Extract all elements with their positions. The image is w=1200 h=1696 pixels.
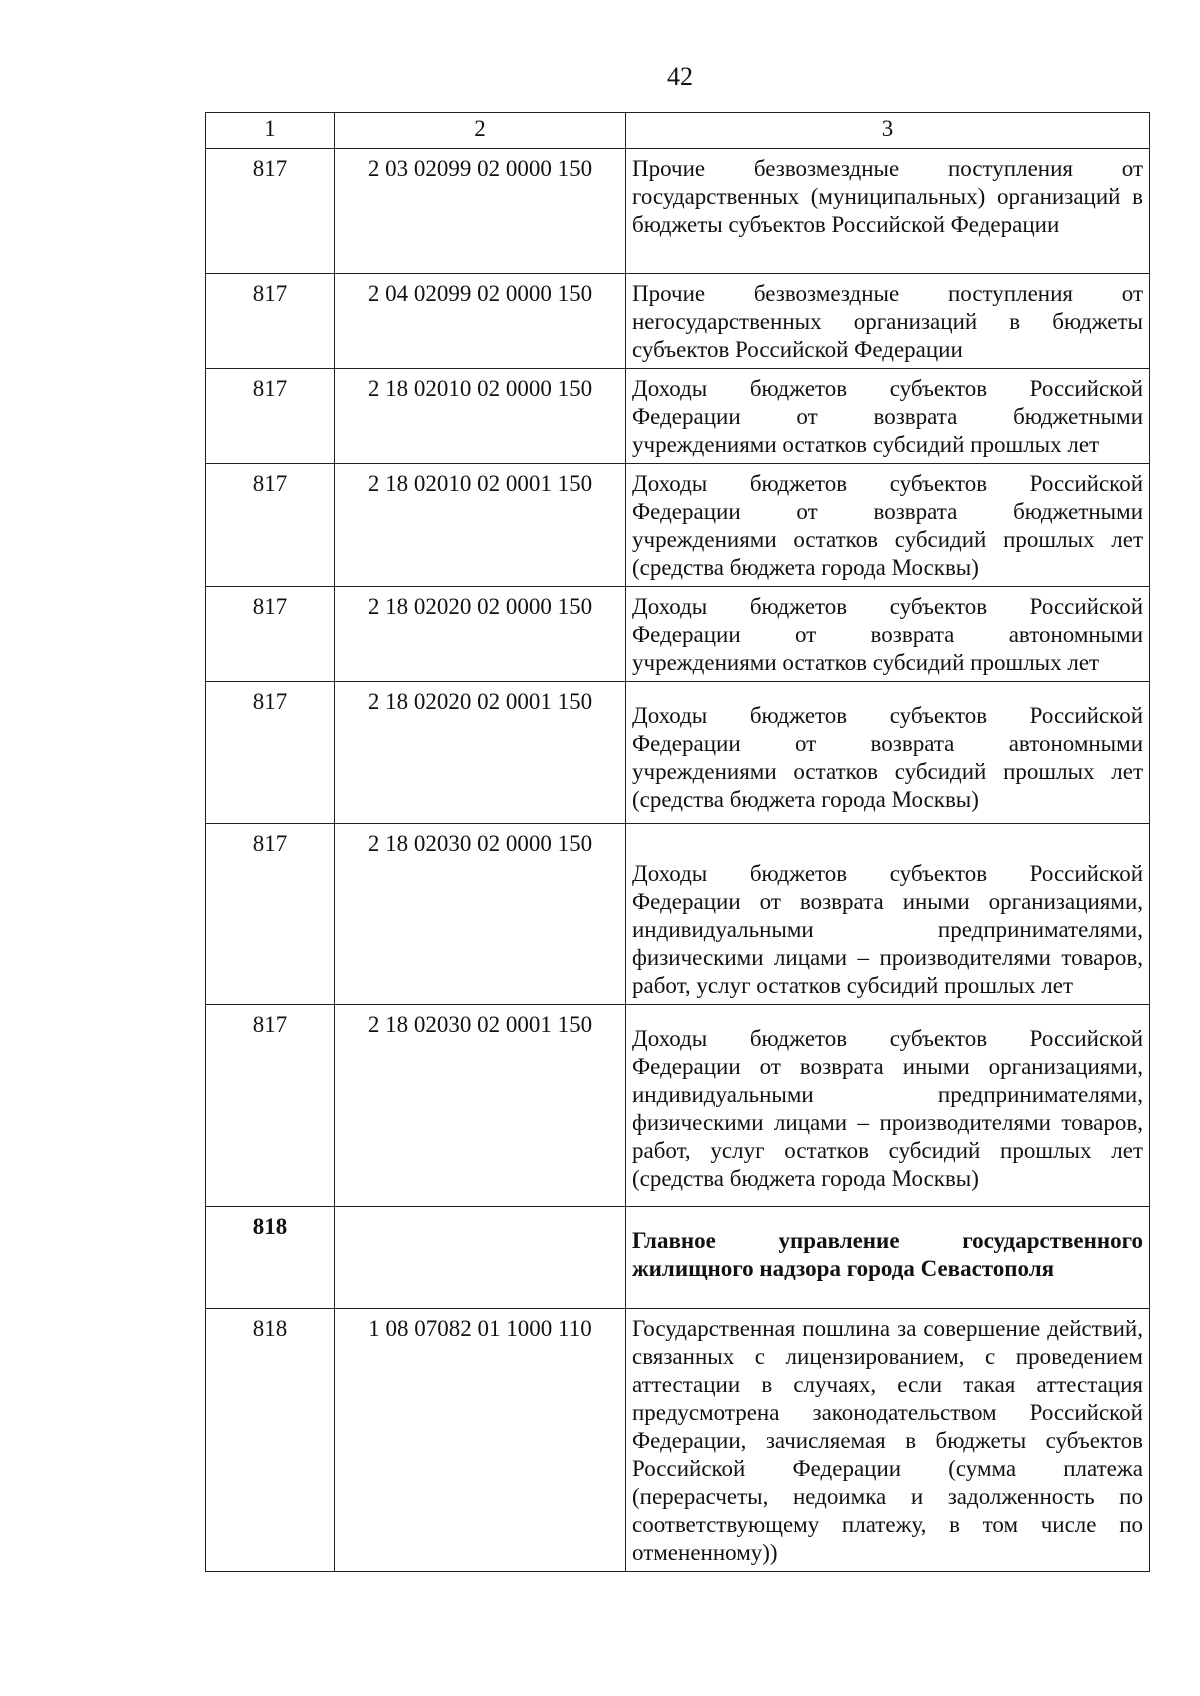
description-cell	[626, 1207, 1150, 1309]
description-cell	[626, 682, 1150, 824]
kbk-code-cell: 2 18 02020 02 0001 150	[335, 682, 626, 824]
kbk-code-cell: 2 18 02010 02 0000 150	[335, 369, 626, 464]
kbk-code-cell: 2 18 02010 02 0001 150	[335, 464, 626, 587]
table-row	[206, 587, 1150, 682]
admin-code-cell: 817	[206, 824, 335, 1005]
description-cell	[626, 464, 1150, 587]
description-text: Прочие безвозмездные поступления от государственных (муниципальных) организаций в бюджеты субъектов Российской Федерации	[632, 156, 1143, 237]
admin-code-cell: 818	[206, 1207, 335, 1309]
kbk-code-cell: 2 03 02099 02 0000 150	[335, 149, 626, 274]
description-cell	[626, 824, 1150, 1005]
description-text: Государственная пошлина за совершение действий, связанных с лицензированием, с проведением аттестации в случаях, если такая аттестация предусмотрена законодательством Российской Федерации, зачисляемая в бюджеты субъектов Российской Федерации (сумма платежа (перерасчеты, недоимка и задолженность по соответствующему платежу, в том числе по отмененному))	[632, 1316, 1143, 1565]
table-row	[206, 274, 1150, 369]
description-cell	[626, 587, 1150, 682]
table-header-row	[206, 113, 1150, 149]
table-row-section-heading	[206, 1207, 1150, 1309]
admin-code-cell: 817	[206, 587, 335, 682]
page-number: 42	[667, 62, 693, 91]
description-cell	[626, 1309, 1150, 1572]
kbk-code-cell	[335, 1207, 626, 1309]
description-cell	[626, 274, 1150, 369]
admin-code-cell: 817	[206, 369, 335, 464]
table-row	[206, 149, 1150, 274]
header-cell-col3: 3	[626, 113, 1150, 149]
table-row	[206, 682, 1150, 824]
revenue-codes-table	[205, 112, 1150, 1572]
table-row	[206, 1309, 1150, 1572]
admin-code-cell: 817	[206, 682, 335, 824]
description-text: Доходы бюджетов субъектов Российской Федерации от возврата иными организациями, индивидуальными предпринимателями, физическими лицами – производителями товаров, работ, услуг остатков субсидий прошлых лет (средства бюджета города Москвы)	[632, 1026, 1143, 1191]
header-cell-col2: 2	[335, 113, 626, 149]
table-row	[206, 464, 1150, 587]
table-row	[206, 824, 1150, 1005]
kbk-code-cell: 2 04 02099 02 0000 150	[335, 274, 626, 369]
kbk-code-cell: 1 08 07082 01 1000 110	[335, 1309, 626, 1572]
admin-code-cell: 817	[206, 464, 335, 587]
description-cell	[626, 369, 1150, 464]
description-text: Прочие безвозмездные поступления от негосударственных организаций в бюджеты субъектов Российской Федерации	[632, 281, 1143, 362]
header-cell-col1: 1	[206, 113, 335, 149]
description-text: Доходы бюджетов субъектов Российской Федерации от возврата бюджетными учреждениями остатков субсидий прошлых лет	[632, 376, 1143, 457]
admin-code-cell: 817	[206, 1005, 335, 1207]
description-text: Доходы бюджетов субъектов Российской Федерации от возврата автономными учреждениями остатков субсидий прошлых лет (средства бюджета города Москвы)	[632, 703, 1143, 812]
description-cell	[626, 149, 1150, 274]
description-cell	[626, 1005, 1150, 1207]
description-text: Доходы бюджетов субъектов Российской Федерации от возврата иными организациями, индивидуальными предпринимателями, физическими лицами – производителями товаров, работ, услуг остатков субсидий прошлых лет	[632, 861, 1143, 998]
table-row	[206, 369, 1150, 464]
kbk-code-cell: 2 18 02020 02 0000 150	[335, 587, 626, 682]
admin-code-cell: 817	[206, 149, 335, 274]
section-heading-text: Главное управление государственного жилищного надзора города Севастополя	[632, 1228, 1143, 1281]
kbk-code-cell: 2 18 02030 02 0001 150	[335, 1005, 626, 1207]
admin-code-cell: 818	[206, 1309, 335, 1572]
table-row	[206, 1005, 1150, 1207]
description-text: Доходы бюджетов субъектов Российской Федерации от возврата автономными учреждениями остатков субсидий прошлых лет	[632, 594, 1143, 675]
admin-code-cell: 817	[206, 274, 335, 369]
description-text: Доходы бюджетов субъектов Российской Федерации от возврата бюджетными учреждениями остатков субсидий прошлых лет (средства бюджета города Москвы)	[632, 471, 1143, 580]
kbk-code-cell: 2 18 02030 02 0000 150	[335, 824, 626, 1005]
